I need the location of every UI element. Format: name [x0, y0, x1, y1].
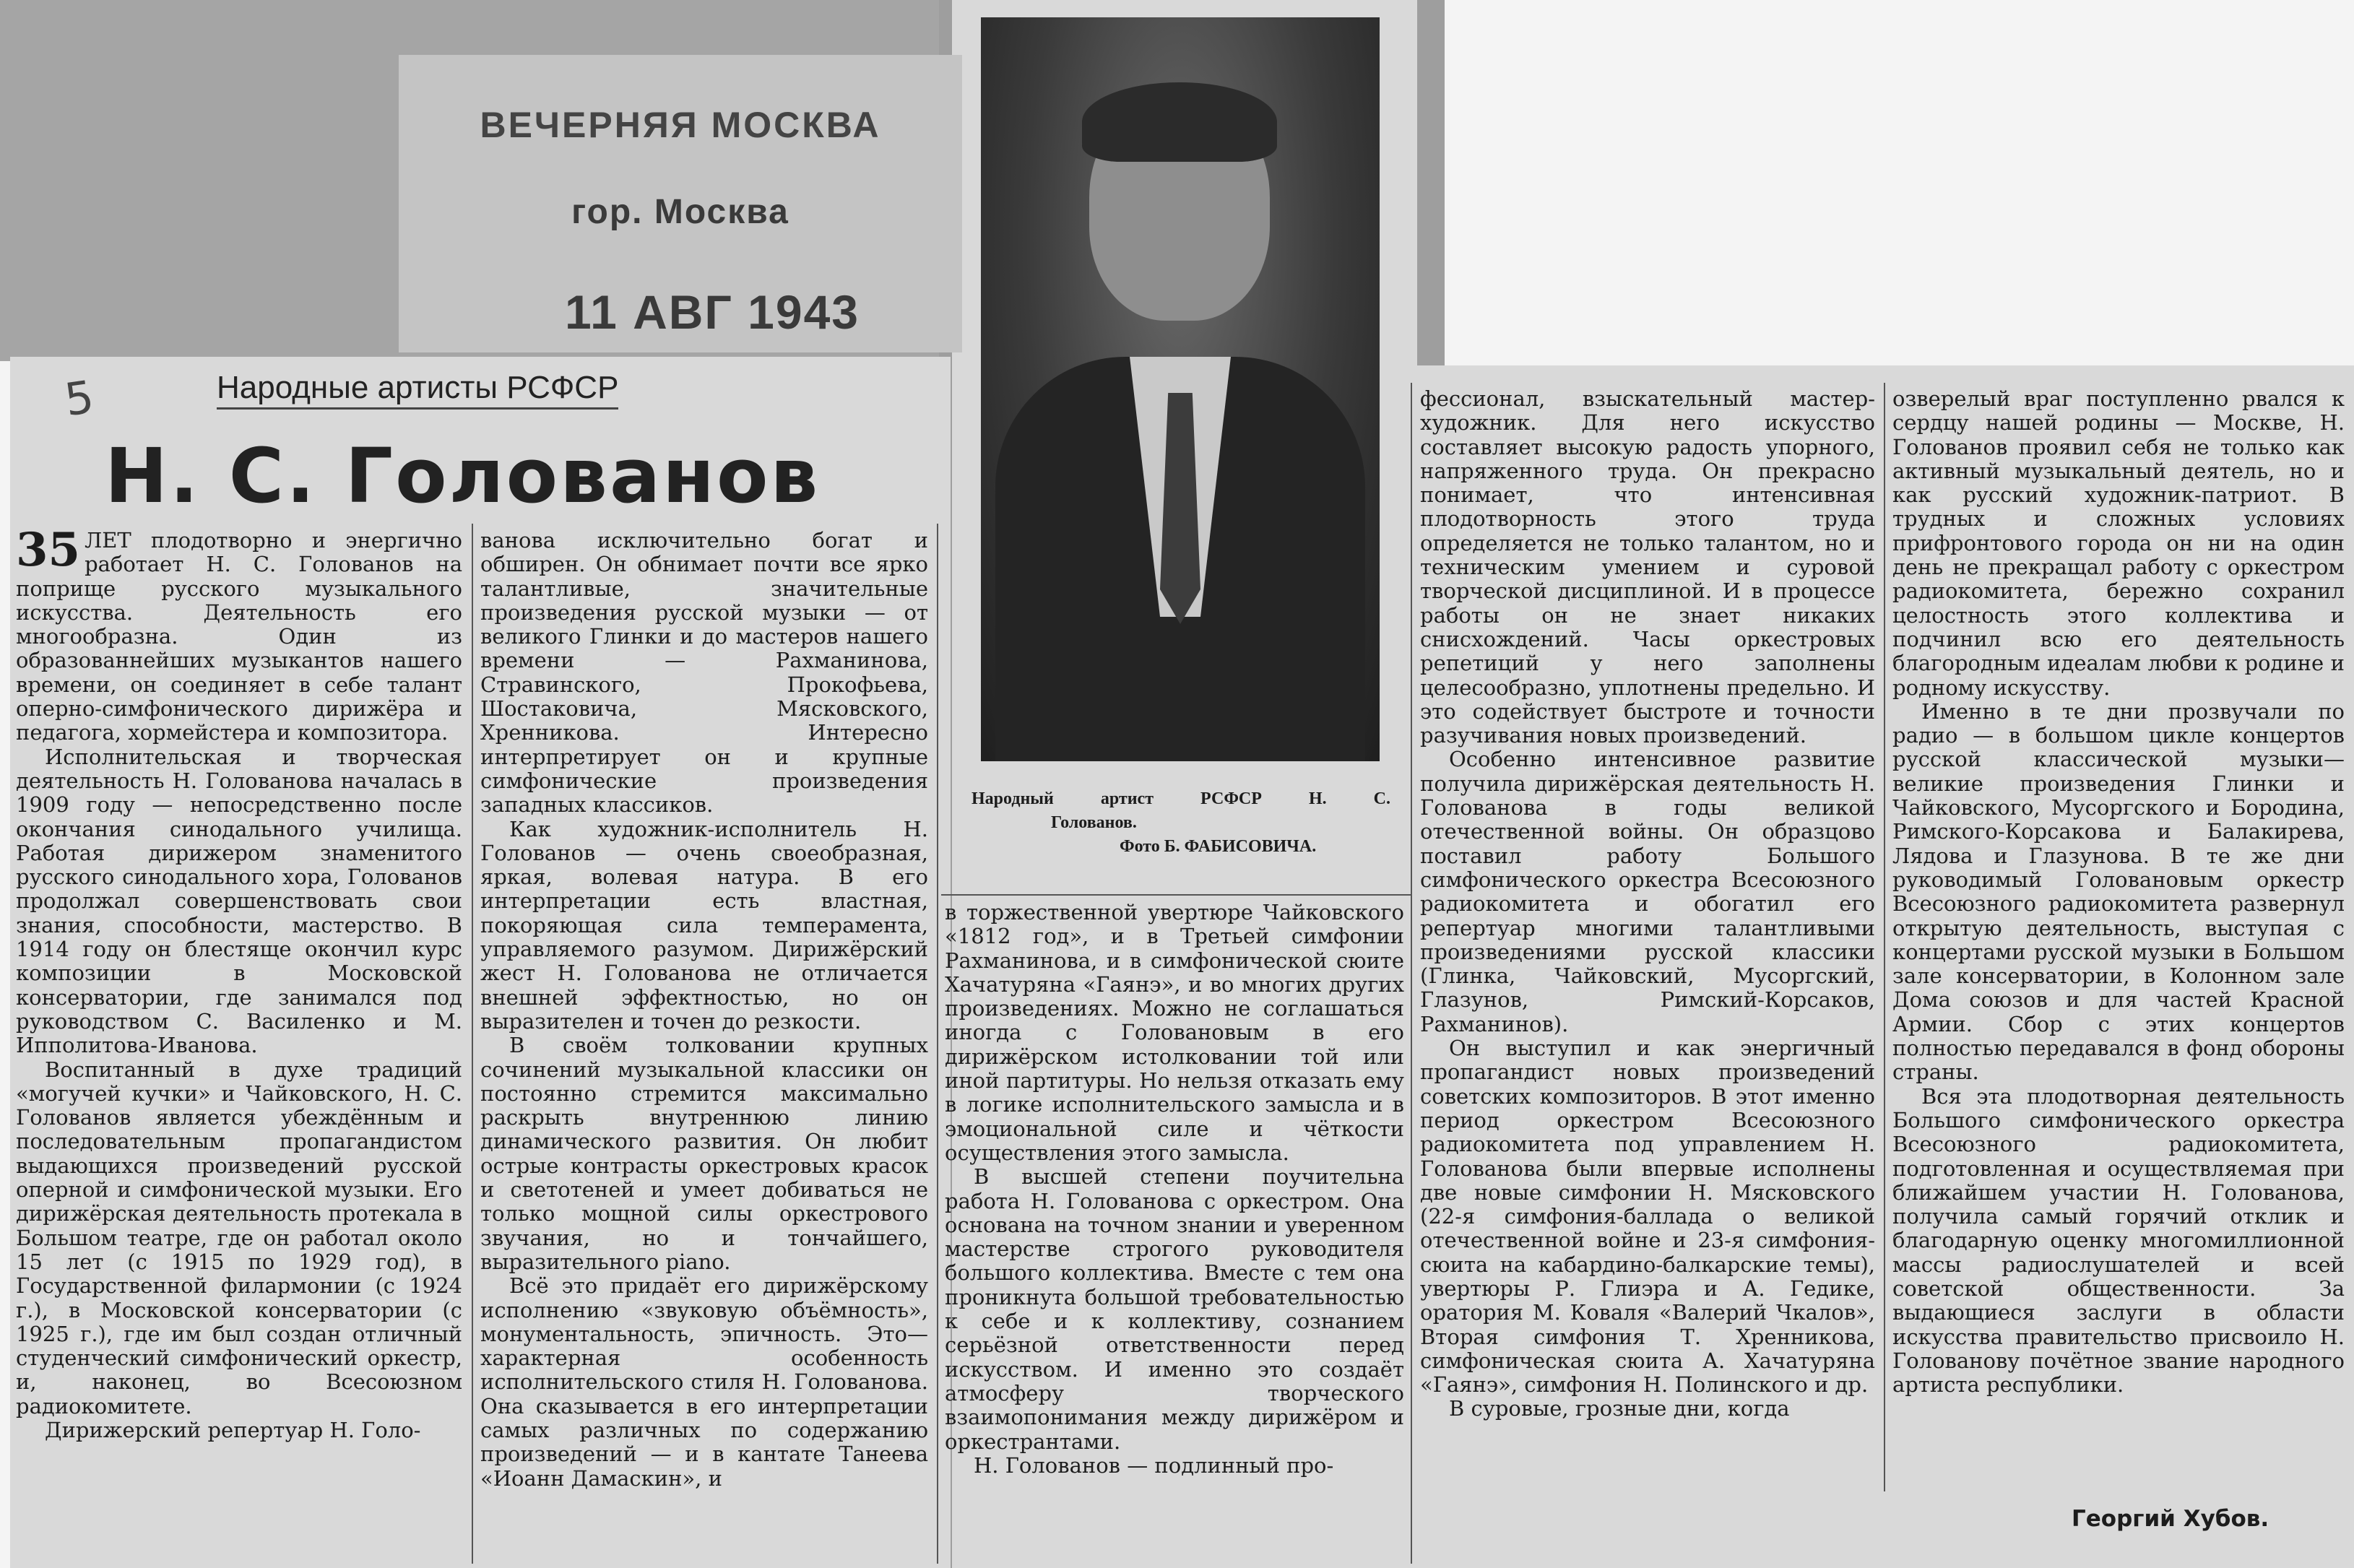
paragraph: Н. Голованов — подлинный про-: [974, 1452, 1334, 1478]
photo-caption: [972, 787, 1390, 859]
paragraph: В высшей степени поучительна работа Н. Голованова с оркестром. Она основана на точном знании и уверенном мастерстве строгого руководителя большого коллектива. Вместе с тем она проникнута большой требовательностью к себе и к коллективу, сознанием серьёзной ответственности перед искусством. И именно это создаёт атмосферу творческого взаимопонимания между дирижёром и оркестрантами.: [945, 1164, 1404, 1454]
author-signature: Георгий Хубов.: [2072, 1506, 2269, 1532]
newspaper-date-stamp: [399, 55, 962, 352]
article-column-2: [480, 529, 928, 1561]
paragraph: фессионал, взыскательный мастер-художник. Для него искусство составляет высокую радость упорного, напряженного труда. Он прекрасно понимает, что интенсивная плодотворность этого труда определяется не только талантом, но и техническим умением и суровой творческой дисциплиной. И в процессе работы он не знает никаких снисхождений. Часы оркестровых репетиций у него заполнены целесообразно, уплотнены предельно. И это содействует быстроте и точности разучивания новых произведений.: [1420, 386, 1875, 748]
caption-line-2: Голованов.: [1051, 813, 1137, 832]
stamp-newspaper-name: ВЕЧЕРНЯЯ МОСКВА: [480, 105, 881, 145]
paragraph: В суровые, грозные дни, когда: [1449, 1396, 1790, 1421]
article-headline: Н. С. Голованов: [105, 432, 821, 520]
paragraph: Он выступил и как энергичный пропагандист новых произведений советских композиторов. В этот именно период оркестром Всесоюзного радиокомитета под управлением Н. Голованова были впервые исполнены две новые симфонии Н. Мясковского (22-я симфония-баллада о великой отечественной войне и 23-я симфония-сюита на кабардино-балкарские темы), увертюры Р. Глиэра и А. Гедике, оратория М. Коваля «Валерий Чкалов», Вторая симфония Т. Хренникова, симфоническая сюита А. Хачатуряна «Гаянэ», симфония Н. Полинского и др.: [1420, 1036, 1875, 1398]
article-column-5: [1892, 387, 2345, 1499]
article-column-1: [16, 523, 462, 1561]
paragraph: [16, 523, 462, 745]
caption-line-3: Фото Б. ФАБИСОВИЧА.: [1120, 837, 1317, 856]
handwritten-page-number: 5: [61, 370, 98, 427]
caption-rule: [941, 894, 1411, 896]
paragraph: В своём толковании крупных сочинений музыкальной классики он постоянно стремится максимально раскрыть внутреннюю линию динамического развития. Он любит острые контрасты оркестровых красок и светотеней и умеет добиваться не только мощной силы оркестрового звучания, но и тончайшего, выразительного piano.: [480, 1033, 928, 1274]
stamp-city: гор. Москва: [571, 193, 789, 231]
article-column-3: [945, 901, 1404, 1565]
stamp-date: 11 АВГ 1943: [565, 285, 860, 339]
paragraph: Особенно интенсивное развитие получила дирижёрская деятельность Н. Голованова в годы великой отечественной войны. Он образцово поставил работу Большого симфонического оркестра Всесоюзного радиокомитета и обогатил его репертуар многими талантливыми произведениями русской классики (Глинка, Чайковский, Мусоргский, Глазунов, Римский-Корсаков, Рахманинов).: [1420, 747, 1875, 1036]
section-kicker: Народные артисты РСФСР: [217, 370, 618, 410]
paragraph: ванова исключительно богат и обширен. Он обнимает почти все ярко талантливые, значительные произведения русской музыки — от великого Глинки и до мастеров нашего времени — Рахманинова, Стравинского, Прокофьева, Шостаковича, Мясковского, Хренникова. Интересно интерпретирует он и крупные симфонические произведения западных классиков.: [480, 528, 928, 818]
column-rule-1: [472, 524, 473, 1564]
paragraph: Именно в те дни прозвучали по радио — в большом цикле концертов русской классической музыки— великие произведения Глинки и Чайковского, Мусоргского и Бородина, Римского-Корсакова и Балакирева, Лядова и Глазунова. В те же дни руководимый Головановым оркестр Всесоюзного радиокомитета развернул открытую деятельность, выступая с концертами русской музыки в Большом зале консерватории, в Колонном зале Дома союзов и для частей Красной Армии. Сбор с этих концертов полностью передавался в фонд обороны страны.: [1892, 698, 2345, 1085]
caption-line-1: Народный артист РСФСР Н. С.: [972, 789, 1390, 808]
column-rule-2: [937, 524, 938, 1564]
dropcap-number: 35: [16, 523, 81, 577]
portrait-photo: [981, 17, 1380, 761]
paragraph: Всё это придаёт его дирижёрскому исполнению «звуковую объёмность», монументальность, эпичность. Это—характерная особенность исполнительского стиля Н. Голованова. Она сказывается в его интерпретации самых различных по содержанию произведений — и в кантате Танеева «Иоанн Дамаскин», и: [480, 1273, 928, 1491]
article-column-4: [1420, 387, 1875, 1564]
paragraph: Вся эта плодотворная деятельность Большого симфонического оркестра Всесоюзного радиокомитета, подготовленная и осуществляемая при ближайшем участии Н. Голованова, получила самый горячий отклик и благодарную оценку многомиллионной массы радиослушателей и всей советской общественности. За выдающиеся заслуги в области искусства правительство присвоило Н. Голованову почётное звание народного артиста республики.: [1892, 1083, 2345, 1398]
paragraph: Дирижерский репертуар Н. Голо-: [45, 1417, 421, 1442]
paragraph: Исполнительская и творческая деятельность Н. Голованова началась в 1909 году — непосредственно после окончания синодального училища. Работая дирижером знаменитого русского синодального хора, Голованов продолжал совершенствовать свои знания, способности, мастерство. В 1914 году он блестяще окончил курс композиции в Московской консерватории, где занимался под руководством С. Василенко и М. Ипполитова-Иванова.: [16, 744, 462, 1058]
column-rule-4: [1884, 383, 1885, 1491]
paragraph: озверелый враг поступленно рвался к сердцу нашей родины — Москве, Н. Голованов проявил себя не только как активный музыкальный деятель, но и как русский художник-патриот. В трудных и сложных условиях прифронтового города он ни на один день не прекращал работу с оркестром радиокомитета, бережно сохранил целостность этого коллектива и подчинил всю его деятельность благородным идеалам любви к родине и родному искусству.: [1892, 386, 2345, 700]
paragraph: Воспитанный в духе традиций «могучей кучки» и Чайковского, Н. С. Голованов является убеждённым и последовательным пропагандистом выдающихся произведений русской оперной и симфонической музыки. Его дирижёрская деятельность протекала в Большом театре, где он работал около 15 лет (с 1915 по 1929 год), в Государственной филармонии (с 1924 г.), в Московской консерватории (с 1925 г.), где им был создан отличный студенческий симфонический оркестр, и, наконец, во Всесоюзном радиокомитете.: [16, 1057, 462, 1418]
column-rule-3: [1411, 383, 1412, 1564]
paragraph: в торжественной увертюре Чайковского «1812 год», и в Третьей симфонии Рахманинова, и в симфонической сюите Хачатуряна «Гаянэ», и во многих других произведениях. Можно не соглашаться иногда с Головановым в его дирижёрском истолковании той или иной партитуры. Но нельзя отказать ему в логике исполнительского замысла и в эмоциональной силе и чёткости осуществления этого замысла.: [945, 900, 1404, 1165]
paragraph: Как художник-исполнитель Н. Голованов — очень своеобразная, яркая, волевая натура. В его интерпретации есть властная, покоряющая сила темперамента, управляемого разумом. Дирижёрский жест Н. Голованова не отличается внешней эффектностью, но он выразителен и точен до резкости.: [480, 816, 928, 1034]
paragraph-text: ЛЕТ плодотворно и энергично работает Н. С. Голованов на поприще русского музыкального искусства. Деятельность его многообразна. Один из образованнейших музыкантов нашего времени, он соединяет в себе талант оперно-симфонического дирижёра и педагога, хормейстера и композитора.: [16, 528, 462, 745]
photo-hair: [1082, 82, 1277, 162]
